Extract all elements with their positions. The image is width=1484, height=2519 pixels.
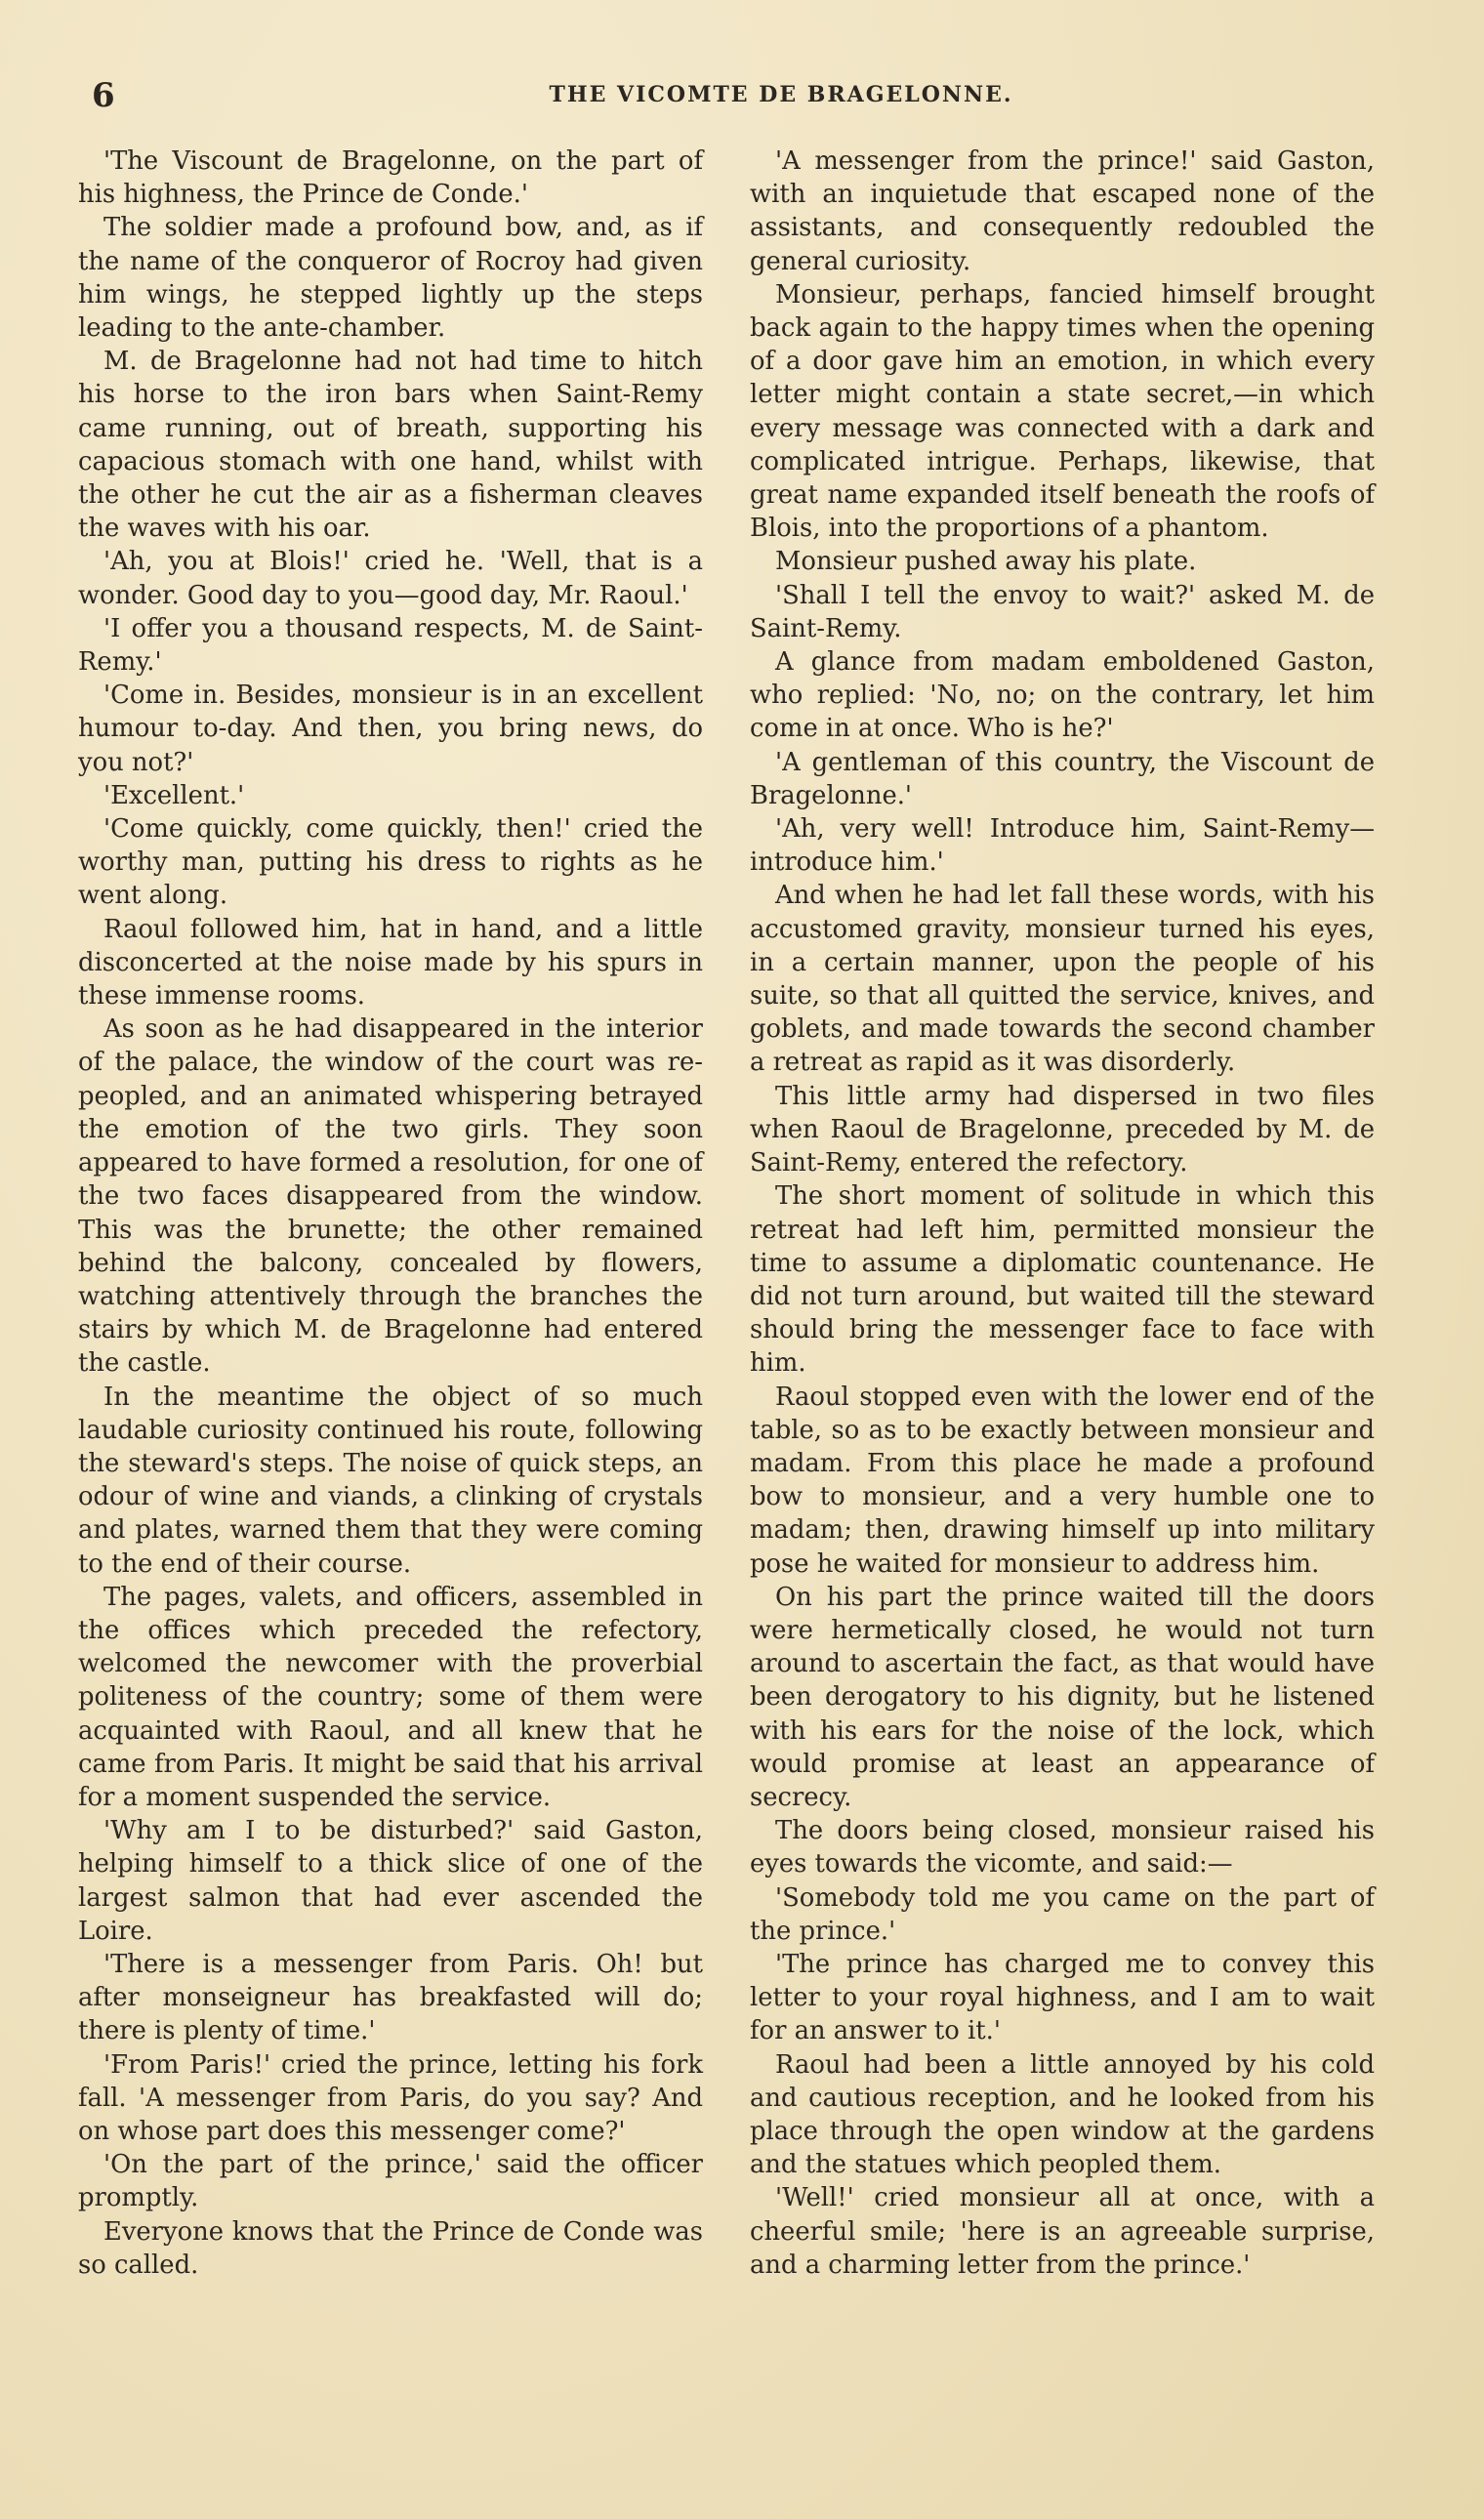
paragraph: 'A gentleman of this country, the Viscount de Bragelonne.' [750,747,1375,810]
running-title: THE VICOMTE DE BRAGELONNE. [549,82,1013,107]
left-column [78,145,703,2282]
paragraph: 'There is a messenger from Paris. Oh! but after monseigneur has breakfasted will do; there is plenty of time.' [78,1949,703,2046]
paragraph: 'Ah, very well! Introduce him, Saint-Remy—introduce him.' [750,814,1375,878]
paragraph: Monsieur, perhaps, fancied himself brought back again to the happy times when the opening of a door gave him an emotion, in which every letter might contain a state secret,—in which every message was connected with a dark and complicated intrigue. Perhaps, likewise, that great name expanded itself beneath the roofs of Blois, into the proportions of a phantom. [750,279,1375,544]
paragraph: Everyone knows that the Prince de Conde was so called. [78,2216,703,2280]
paragraph: The doors being closed, monsieur raised his eyes towards the vicomte, and said:— [750,1816,1375,1879]
paragraph: This little army had dispersed in two files when Raoul de Bragelonne, preceded by M. de Saint-Remy, entered the refectory. [750,1081,1375,1178]
paragraph: Raoul followed him, hat in hand, and a little disconcerted at the noise made by his spurs in these immense rooms. [78,914,703,1012]
paragraph: 'The Viscount de Bragelonne, on the part of his highness, the Prince de Conde.' [78,146,703,210]
paragraph: A glance from madam emboldened Gaston, who replied: 'No, no; on the contrary, let him come in at once. Who is he?' [750,647,1375,744]
paragraph: On his part the prince waited till the doors were hermetically closed, he would not turn around to ascertain the fact, as that would have been derogatory to his dignity, but he listened with his ears for the noise of the lock, which would promise at least an appearance of secrecy. [750,1582,1375,1812]
paragraph: 'Well!' cried monsieur all at once, with a cheerful smile; 'here is an agreeable surprise, and a charming letter from the prince.' [750,2183,1375,2280]
paragraph: 'Shall I tell the envoy to wait?' asked M. de Saint-Remy. [750,580,1375,643]
paragraph: As soon as he had disappeared in the interior of the palace, the window of the court was re-peopled, and an animated whispering betrayed the emotion of the two girls. They soon appeared to have formed a resolution, for one of the two faces disappeared from the window. This was the brunette; the other remained behind the balcony, concealed by flowers, watching attentively through the branches the stairs by which M. de Bragelonne had entered the castle. [78,1014,703,1379]
right-column [750,145,1375,2282]
paragraph: And when he had let fall these words, with his accustomed gravity, monsieur turned his eyes, in a certain manner, upon the people of his suite, so that all quitted the service, knives, and goblets, and made towards the second chamber a retreat as rapid as it was disorderly. [750,881,1375,1078]
paragraph: 'A messenger from the prince!' said Gaston, with an inquietude that escaped none of the assistants, and consequently redoubled the general curiosity. [750,146,1375,276]
paragraph: The short moment of solitude in which this retreat had left him, permitted monsieur the time to assume a diplomatic countenance. He did not turn around, but waited till the steward should bring the messenger face to face with him. [750,1181,1375,1379]
paragraph: 'The prince has charged me to convey this letter to your royal highness, and I am to wait for an answer to it.' [750,1949,1375,2046]
page-number: 6 [92,76,115,115]
paragraph: Monsieur pushed away his plate. [775,547,1197,577]
paragraph: 'From Paris!' cried the prince, letting his fork fall. 'A messenger from Paris, do you say? And on whose part does this messenger come?' [78,2049,703,2146]
paragraph: The pages, valets, and officers, assembled in the offices which preceded the refectory, welcomed the newcomer with the proverbial politeness of the country; some of them were acquainted with Raoul, and all knew that he came from Paris. It might be said that his arrival for a moment suspended the service. [78,1582,703,1812]
paragraph: 'I offer you a thousand respects, M. de Saint-Remy.' [78,613,703,678]
paragraph: 'Why am I to be disturbed?' said Gaston, helping himself to a thick slice of one of the largest salmon that had ever ascended the Loire. [78,1816,703,1946]
paragraph: Raoul stopped even with the lower end of the table, so as to be exactly between monsieur and madam. From this place he made a profound bow to monsieur, and a very humble one to madam; then, drawing himself up into military pose he waited for monsieur to address him. [750,1382,1375,1579]
paragraph: 'Excellent.' [103,780,245,810]
paragraph: 'Ah, you at Blois!' cried he. 'Well, that is a wonder. Good day to you—good day, Mr. Raoul.' [78,547,703,610]
paragraph: Raoul had been a little annoyed by his cold and cautious reception, and he looked from his place through the open window at the gardens and the statues which peopled them. [750,2049,1375,2180]
paragraph: M. de Bragelonne had not had time to hitch his horse to the iron bars when Saint-Remy came running, out of breath, supporting his capacious stomach with one hand, whilst with the other he cut the air as a fisherman cleaves the waves with his oar. [78,347,703,544]
paragraph: 'Come quickly, come quickly, then!' cried the worthy man, putting his dress to rights as he went along. [78,814,703,911]
page-header [0,76,1484,135]
paragraph: 'Somebody told me you came on the part of the prince.' [750,1882,1375,1946]
paragraph: In the meantime the object of so much laudable curiosity continued his route, following the steward's steps. The noise of quick steps, an odour of wine and viands, a clinking of crystals and plates, warned them that they were coming to the end of their course. [78,1382,703,1579]
paragraph: 'On the part of the prince,' said the officer promptly. [78,2150,703,2213]
paragraph: 'Come in. Besides, monsieur is in an excellent humour to-day. And then, you bring news, do you not?' [78,681,703,777]
paragraph: The soldier made a profound bow, and, as if the name of the conqueror of Rocroy had given him wings, he stepped lightly up the steps leading to the ante-chamber. [78,213,703,344]
